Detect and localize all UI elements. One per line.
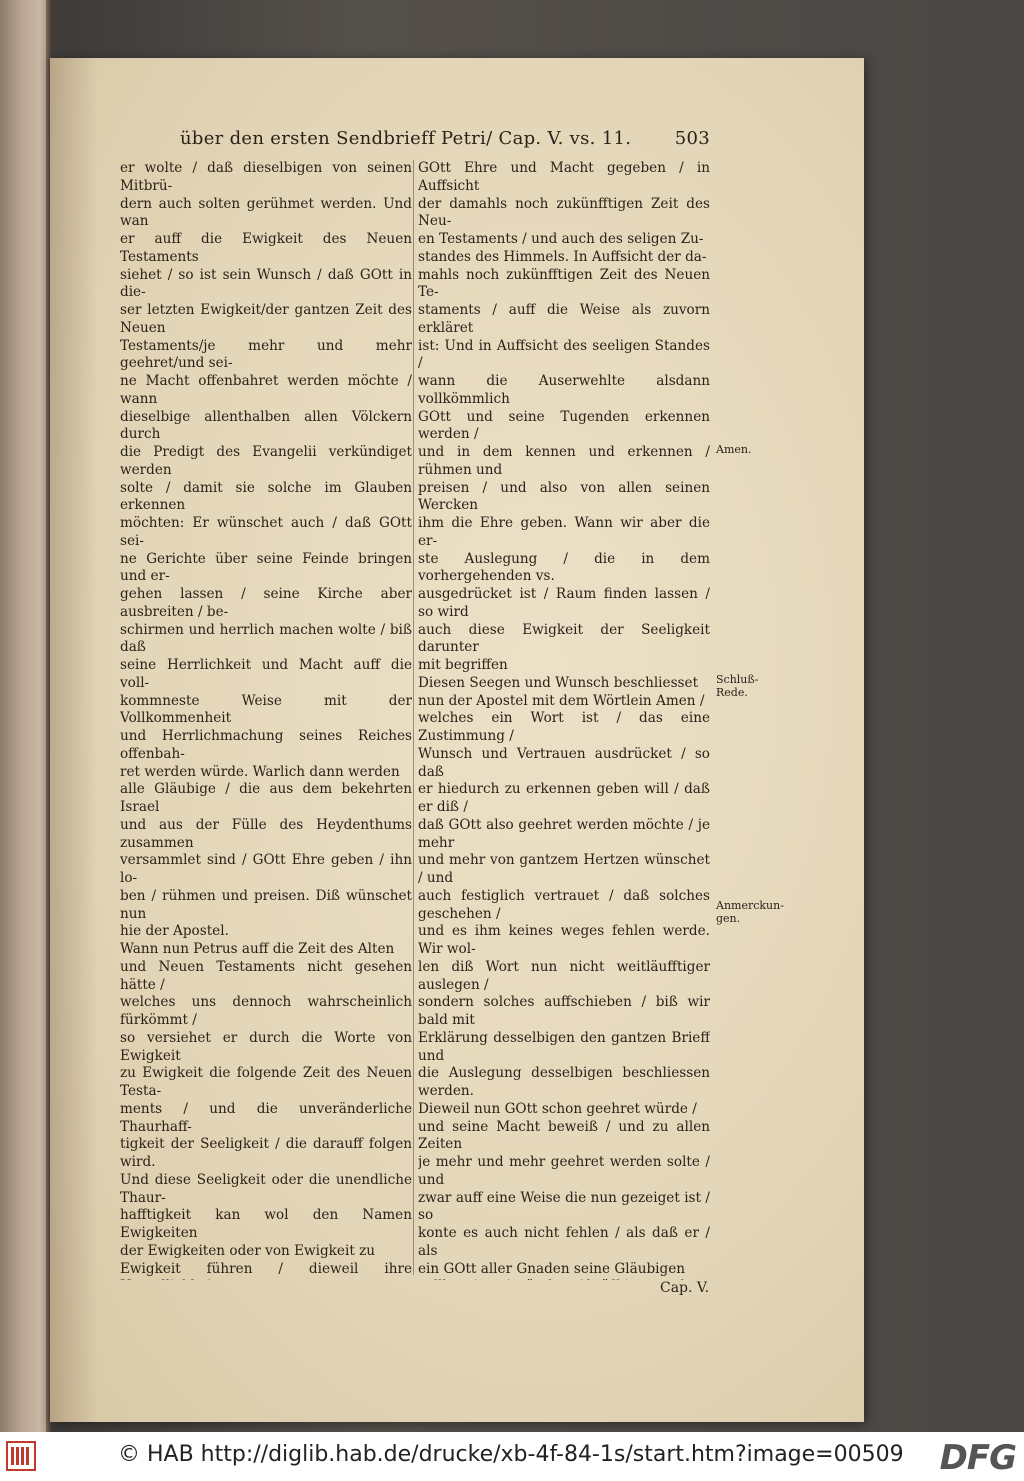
margin-note-line: Rede. xyxy=(716,686,748,699)
text-line: ne Gerichte über seine Feinde bringen und er- xyxy=(120,550,412,585)
text-line: und mehr von gantzem Hertzen wünschet / und xyxy=(418,852,710,886)
text-line: konte es auch nicht fehlen / als daß er / als xyxy=(418,1225,710,1259)
text-line: mit begriffen xyxy=(418,657,508,673)
text-line: alle Gläubige / die aus dem bekehrten Israel xyxy=(120,781,412,815)
text-line: und aus der Fülle des Heydenthums zusammen xyxy=(120,816,412,851)
left-page-edge xyxy=(0,0,52,1432)
text-line: auch diese Ewigkeit der Seeligkeit darunter xyxy=(418,621,710,656)
text-line: daß GOtt also geehret werden möchte / je mehr xyxy=(418,816,710,851)
text-line: hafftigkeit kan wol den Namen Ewigkeiten xyxy=(120,1207,412,1241)
text-line: ret werden würde. Warlich dann werden xyxy=(120,763,400,780)
text-line: Und diese Seeligkeit oder die unendliche Thaur- xyxy=(120,1171,412,1206)
text-line: und Herrlichmachung seines Reiches offenbah- xyxy=(120,728,412,762)
text-line: wann die Auserwehlte alsdann vollkömmlich xyxy=(418,373,710,407)
text-line: preisen / und also von allen seinen Wercken xyxy=(418,479,710,514)
margin-note-line: Schluß- xyxy=(716,673,759,686)
text-line: er auff die Ewigkeit des Neuen Testaments xyxy=(120,231,412,265)
copyright-credit: © HAB http://diglib.hab.de/drucke/xb-4f-84-1s/start.htm?image=00509 xyxy=(118,1442,904,1467)
text-line: ben / rühmen und preisen. Diß wünschet nun xyxy=(120,887,412,922)
text-line: solte / damit sie solche im Glauben erkennen xyxy=(120,479,412,514)
text-line: Testaments/je mehr und mehr geehret/und sei- xyxy=(120,337,412,372)
text-line: ihm die Ehre geben. Wann wir aber die er- xyxy=(418,515,710,549)
left-text-column xyxy=(120,160,412,1280)
text-line: schirmen und herrlich machen wolte / biß daß xyxy=(120,621,412,656)
text-line: ausgedrücket ist / Raum finden lassen / so wird xyxy=(418,586,710,620)
text-line: er hiedurch zu erkennen geben will / daß er diß / xyxy=(418,781,710,815)
text-line: staments / auff die Weise als zuvorn erkläret xyxy=(418,302,710,336)
text-line: Wunsch und Vertrauen ausdrücket / so daß xyxy=(418,745,710,780)
text-line: tigkeit der Seeligkeit / die darauff folgen wird. xyxy=(120,1136,412,1170)
text-line: dieselbige allenthalben allen Völckern durch xyxy=(120,408,412,443)
text-line: möchten: Er wünschet auch / daß GOtt sei- xyxy=(120,515,412,549)
page-number: 503 xyxy=(674,128,710,149)
text-line: seine Herrlichkeit und Macht auff die voll- xyxy=(120,657,412,691)
text-line: so versiehet er durch die Worte von Ewigkeit xyxy=(120,1029,412,1064)
text-line: je mehr und mehr geehret werden solte / und xyxy=(418,1154,710,1188)
text-line: mahls noch zukünfftigen Zeit des Neuen Te- xyxy=(418,266,710,301)
page-gutter-shadow xyxy=(50,58,98,1422)
text-line: standes des Himmels. In Auffsicht der da- xyxy=(418,248,707,265)
text-line: ments / und die unveränderliche Thaurhaff- xyxy=(120,1100,412,1135)
text-line: kommneste Weise mit der Vollkommenheit xyxy=(120,692,412,727)
text-line: GOtt und seine Tugenden erkennen werden / xyxy=(418,408,710,443)
text-line: ist: Und in Auffsicht des seeligen Standes / xyxy=(418,337,710,372)
text-line: ste Auslegung / die in dem vorhergehenden vs. xyxy=(418,550,710,585)
text-line: und Neuen Testaments nicht gesehen hätte / xyxy=(120,958,412,993)
text-line: ser letzten Ewigkeit/der gantzen Zeit des Neuen xyxy=(120,302,412,336)
text-line: sondern solches auffschieben / biß wir bald mit xyxy=(418,994,710,1028)
text-line: der Ewigkeiten oder von Ewigkeit zu xyxy=(120,1242,376,1259)
text-line: zwar auff eine Weise die nun gezeiget ist / so xyxy=(418,1189,710,1224)
margin-note-line: Anmerckun- xyxy=(716,899,784,912)
text-line: Erklärung desselbigen den gantzen Brieff und xyxy=(418,1029,710,1064)
footer-bar xyxy=(0,1432,1024,1481)
text-line: siehet / so ist sein Wunsch / daß GOtt in die- xyxy=(120,266,412,301)
text-line: Ewigkeit führen / dieweil ihre xyxy=(120,1260,412,1277)
text-line: hie der Apostel. xyxy=(120,923,229,940)
text-line: en Testaments / und auch des seligen Zu- xyxy=(418,231,704,247)
text-line: nun der Apostel mit dem Wörtlein Amen / xyxy=(418,692,705,709)
text-line: und seine Macht beweiß / und zu allen Zeiten xyxy=(418,1118,710,1153)
text-line: welches ein Wort ist / das eine Zustimmung / xyxy=(418,710,710,744)
text-line: GOtt Ehre und Macht gegeben / in Auffsicht xyxy=(418,160,710,194)
hab-logo-icon xyxy=(6,1441,36,1471)
text-line: und es ihm keines weges fehlen werde. Wir wol- xyxy=(418,923,710,957)
text-line: Dieweil nun GOtt schon geehret würde / xyxy=(418,1100,697,1117)
text-line: gehen lassen / seine Kirche aber ausbreiten / be- xyxy=(120,586,412,620)
right-text-column xyxy=(418,160,710,1280)
catchword: Cap. V. xyxy=(660,1280,710,1296)
text-line: zu Ewigkeit die folgende Zeit des Neuen Testa- xyxy=(120,1065,412,1099)
text-line: auch festiglich vertrauet / daß solches geschehen / xyxy=(418,887,710,922)
text-line: Diesen Seegen und Wunsch beschliesset xyxy=(418,674,699,691)
text-line: versammlet sind / GOtt Ehre geben / ihn lo- xyxy=(120,852,412,886)
text-line: er wolte / daß dieselbigen von seinen Mitbrü- xyxy=(120,160,412,194)
text-line: und in dem kennen und erkennen / rühmen und xyxy=(418,444,710,478)
text-line: ne Macht offenbahret werden möchte / wann xyxy=(120,373,412,407)
margin-note-anmerckungen xyxy=(716,899,784,925)
text-line: len diß Wort nun nicht weitläufftiger auslegen / xyxy=(418,958,710,993)
margin-note-line: gen. xyxy=(716,912,741,925)
text-line: der damahls noch zukünfftigen Zeit des Neu- xyxy=(418,195,710,230)
running-head: über den ersten Sendbrieff Petri/ Cap. V. vs. 11. xyxy=(180,128,632,149)
margin-note-amen: Amen. xyxy=(716,443,752,456)
text-line: die Predigt des Evangelii verkündiget werden xyxy=(120,444,412,478)
text-line: welches uns dennoch wahrscheinlich fürkömmt / xyxy=(120,994,412,1028)
margin-note-schluss xyxy=(716,673,776,699)
text-line: die Auslegung desselbigen beschliessen werden. xyxy=(418,1065,710,1099)
text-line: ein GOtt aller Gnaden seine Gläubigen xyxy=(418,1260,686,1277)
column-rule xyxy=(413,160,414,1275)
page-header xyxy=(180,128,710,152)
text-line: Wann nun Petrus auff die Zeit des Alten xyxy=(120,941,395,957)
text-line: dern auch solten gerühmet werden. Und wan xyxy=(120,195,412,230)
dfg-logo: DFG xyxy=(939,1438,1016,1478)
